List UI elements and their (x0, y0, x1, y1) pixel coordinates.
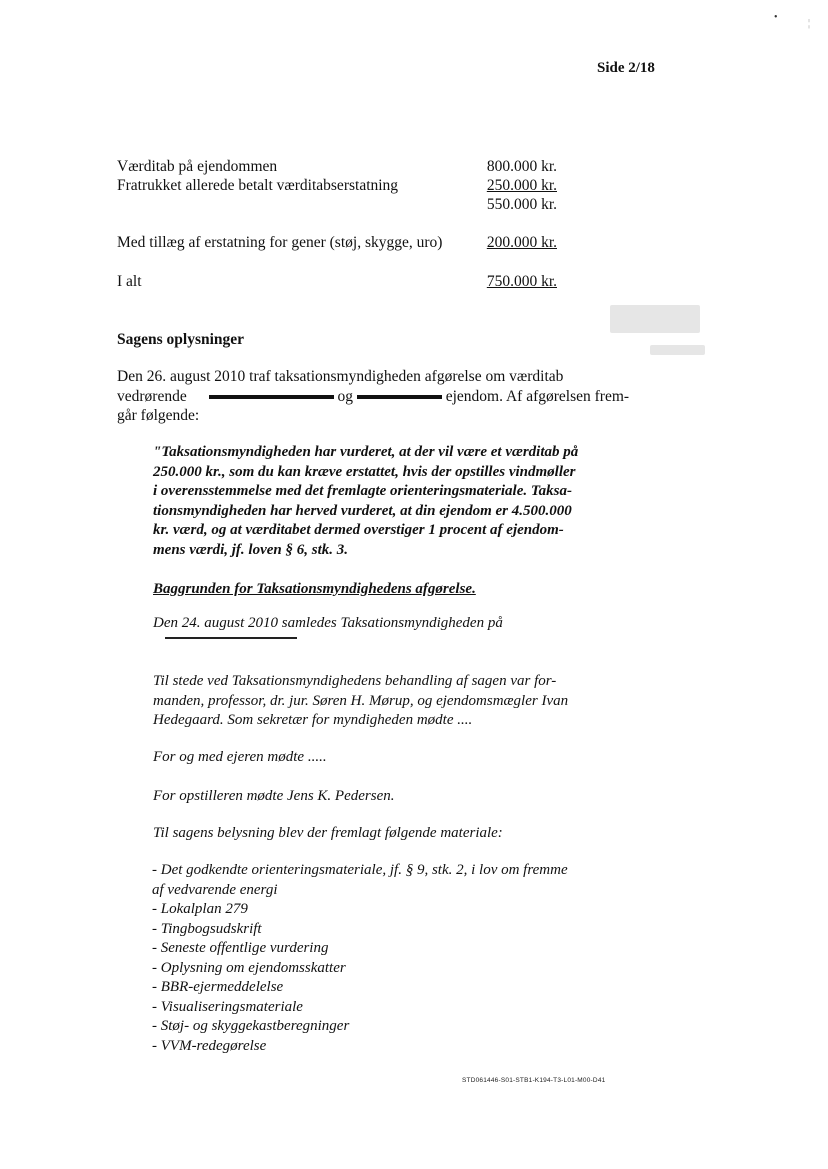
calc-label: Værditab på ejendommen (117, 158, 278, 175)
scan-smudge (610, 305, 700, 333)
calc-label: Med tillæg af erstatning for gener (støj, skygge, uro) (117, 234, 443, 251)
calc-row (117, 158, 557, 178)
document-id: STD061446-S01-STB1-K194-T3-L01-M00-D41 (462, 1077, 606, 1084)
present-line: manden, professor, dr. jur. Søren H. Mørup, og ejendomsmægler Ivan (153, 692, 569, 709)
present-paragraph (153, 672, 603, 731)
calc-row (117, 234, 557, 254)
meeting-line: Den 24. august 2010 samledes Taksationsmyndigheden på (153, 615, 503, 631)
quote-line: mens værdi, jf. loven § 6, stk. 3. (153, 541, 348, 558)
intro-text: og (337, 387, 353, 405)
list-item: - Oplysning om ejendomsskatter (152, 959, 346, 976)
list-item: af vedvarende energi (152, 881, 278, 898)
calc-amount: 800.000 kr. (486, 158, 557, 175)
redaction-line (165, 637, 297, 639)
intro-text: vedrørende (117, 387, 187, 405)
scan-mark: ¦ (808, 18, 811, 29)
quote-line: "Taksationsmyndigheden har vurderet, at der vil være et værditab på (153, 444, 579, 460)
calc-row-total (117, 273, 557, 293)
redaction-bar (357, 395, 442, 399)
list-item: - Støj- og skyggekastberegninger (152, 1018, 350, 1034)
intro-line: går følgende: (117, 407, 200, 424)
list-item: - BBR-ejermeddelelse (152, 979, 284, 995)
page-number: Side 2/18 (597, 60, 655, 76)
calc-row (117, 196, 557, 216)
list-item: - Det godkendte orienteringsmateriale, jf. § 9, stk. 2, i lov om fremme (152, 862, 568, 878)
material-intro: Til sagens belysning blev der fremlagt følgende materiale: (153, 825, 503, 841)
scan-dot: • (774, 12, 778, 23)
intro-paragraph (117, 367, 630, 426)
quote-line: i overensstemmelse med det fremlagte orienteringsmateriale. Taksa- (153, 483, 572, 499)
list-item: - Seneste offentlige vurdering (152, 940, 329, 956)
calc-label: Fratrukket allerede betalt værditabserstatning (117, 177, 399, 194)
calc-amount: 750.000 kr. (486, 273, 557, 290)
calc-label: I alt (117, 273, 142, 290)
materials-list (152, 861, 568, 1056)
section-heading: Sagens oplysninger (117, 331, 245, 348)
list-item: - Lokalplan 279 (152, 901, 248, 917)
list-item: - Visualiseringsmateriale (152, 998, 303, 1015)
owner-line: For og med ejeren mødte ..... (153, 749, 327, 765)
present-line: Hedegaard. Som sekretær for myndigheden mødte .... (153, 712, 473, 728)
intro-line: Den 26. august 2010 traf taksationsmyndigheden afgørelse om værditab (117, 368, 564, 385)
calc-amount: 550.000 kr. (486, 196, 557, 213)
calc-amount: 200.000 kr. (486, 234, 557, 251)
list-item: - Tingbogsudskrift (152, 920, 262, 937)
scan-smudge (650, 345, 705, 355)
quote-line: kr. værd, og at værditabet dermed overstiger 1 procent af ejendom- (153, 522, 564, 538)
redaction-bar (209, 395, 334, 399)
intro-line (117, 387, 630, 407)
present-line: Til stede ved Taksationsmyndighedens behandling af sagen var for- (153, 673, 557, 689)
calc-amount: 250.000 kr. (486, 177, 557, 194)
installer-line: For opstilleren mødte Jens K. Pedersen. (153, 788, 395, 804)
intro-text: ejendom. Af afgørelsen frem- (445, 387, 630, 405)
list-item: - VVM-redegørelse (152, 1037, 267, 1054)
quote-line: 250.000 kr., som du kan kræve erstattet, hvis der opstilles vindmøller (153, 463, 576, 480)
calc-row (117, 177, 557, 197)
decision-quote (153, 443, 598, 560)
background-heading: Baggrunden for Taksationsmyndighedens afgørelse. (153, 581, 476, 597)
quote-line: tionsmyndigheden har herved vurderet, at din ejendom er 4.500.000 (153, 502, 572, 519)
